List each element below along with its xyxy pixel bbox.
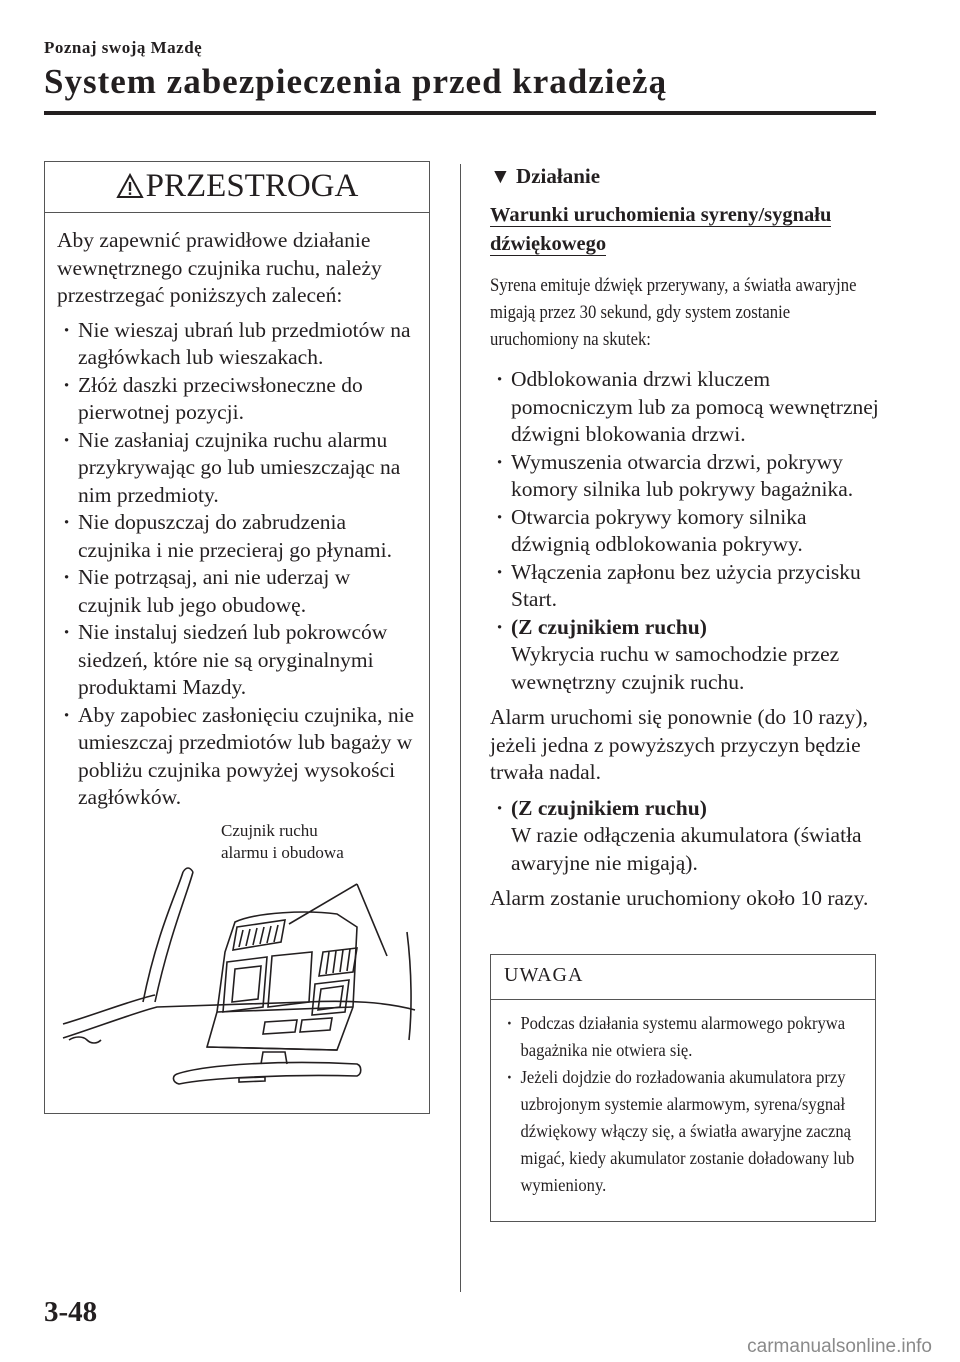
- note-box: [490, 954, 876, 1222]
- diagram-caption-line: Czujnik ruchu: [221, 821, 318, 840]
- caution-box: [44, 161, 430, 1114]
- closing-text: Alarm zostanie uruchomiony około 10 razy.: [490, 886, 869, 910]
- trigger-item: · Wymuszenia otwarcia drzwi, pokrywy komory silnika lub pokrywy bagażnika.: [490, 449, 880, 504]
- caution-list: [57, 317, 417, 812]
- note-body: [491, 1000, 876, 1199]
- caution-item: · Nie wieszaj ubrań lub przedmiotów na zagłówkach lub wieszakach.: [57, 317, 417, 372]
- trigger-list-2: [490, 795, 880, 878]
- diagram-caption: [221, 820, 344, 864]
- caution-item: · Nie potrząsaj, ani nie uderzaj w czujnik lub jego obudowę.: [57, 564, 417, 619]
- warning-triangle-icon: [116, 173, 144, 199]
- operation-body: [490, 366, 880, 913]
- note-item: · Jeżeli dojdzie do rozładowania akumulatora przy uzbrojonym systemie alarmowym, syrena/sygnał dźwiękowy włączy się, a światła awaryjne zaczną migać, kiedy akumulator zostanie doładowany lub wymieniony.: [504, 1064, 863, 1199]
- page-number: 3-48: [44, 1296, 98, 1328]
- caution-body: [45, 213, 429, 812]
- trigger-item: [490, 795, 880, 878]
- triangle-down-icon: ▼: [490, 164, 511, 188]
- caution-item: · Nie dopuszczaj do zabrudzenia czujnika i nie przecieraj go płynami.: [57, 509, 417, 564]
- note-list: [504, 1010, 863, 1199]
- trigger-item: · Otwarcia pokrywy komory silnika dźwignią odblokowania pokrywy.: [490, 504, 880, 559]
- repeat-text: Alarm uruchomi się ponownie (do 10 razy), jeżeli jedna z powyższych przyczyn będzie trwała nadal.: [490, 705, 868, 784]
- trigger-item-bold: (Z czujnikiem ruchu): [511, 795, 707, 820]
- trigger-item-bold: (Z czujnikiem ruchu): [511, 614, 707, 639]
- caution-title: PRZESTROGA: [145, 168, 359, 204]
- trigger-item-text: Wykrycia ruchu w samochodzie przez wewnętrzny czujnik ruchu.: [511, 642, 840, 694]
- caution-intro: Aby zapewnić prawidłowe działanie wewnętrznego czujnika ruchu, należy przestrzegać poniższych zaleceń:: [57, 228, 382, 307]
- operation-intro: Syrena emituje dźwięk przerywany, a światła awaryjne migają przez 30 sekund, gdy system zostanie uruchomiony na skutek:: [490, 276, 857, 350]
- title-rule: [44, 111, 876, 115]
- sub-heading: [490, 201, 880, 259]
- trigger-item-text: W razie odłączenia akumulatora (światła awaryjne nie migają).: [511, 823, 862, 875]
- page-title: System zabezpieczenia przed kradzieżą: [44, 62, 668, 101]
- trigger-list: [490, 366, 880, 696]
- trigger-item: [490, 614, 880, 697]
- note-item: · Podczas działania systemu alarmowego pokrywa bagażnika nie otwiera się.: [504, 1010, 863, 1064]
- caution-item: · Nie instaluj siedzeń lub pokrowców siedzeń, które nie są oryginalnymi produktami Mazdy.: [57, 619, 417, 702]
- watermark: carmanualsonline.info: [747, 1336, 932, 1357]
- section-heading-text: Działanie: [516, 164, 601, 188]
- trigger-item: · Włączenia zapłonu bez użycia przycisku Start.: [490, 559, 880, 614]
- caution-header: [45, 162, 429, 213]
- diagram-caption-line: alarmu i obudowa: [221, 843, 344, 862]
- section-label: Poznaj swoją Mazdę: [44, 38, 203, 57]
- caution-item: · Złóż daszki przeciwsłoneczne do pierwotnej pozycji.: [57, 372, 417, 427]
- trigger-item: · Odblokowania drzwi kluczem pomocniczym lub za pomocą wewnętrznej dźwigni blokowania drzwi.: [490, 366, 880, 449]
- caution-item: · Aby zapobiec zasłonięciu czujnika, nie umieszczaj przedmiotów lub bagaży w pobliżu czujnika powyżej wysokości zagłówków.: [57, 702, 417, 812]
- column-divider: [460, 164, 461, 1292]
- operation-section: [490, 164, 880, 921]
- note-title: UWAGA: [491, 955, 875, 1000]
- caution-item: · Nie zasłaniaj czujnika ruchu alarmu przykrywając go lub umieszczając na nim przedmioty.: [57, 427, 417, 510]
- section-heading: [490, 164, 880, 189]
- sub-heading-text: Warunki uruchomienia syreny/sygnału dźwiękowego: [490, 204, 832, 255]
